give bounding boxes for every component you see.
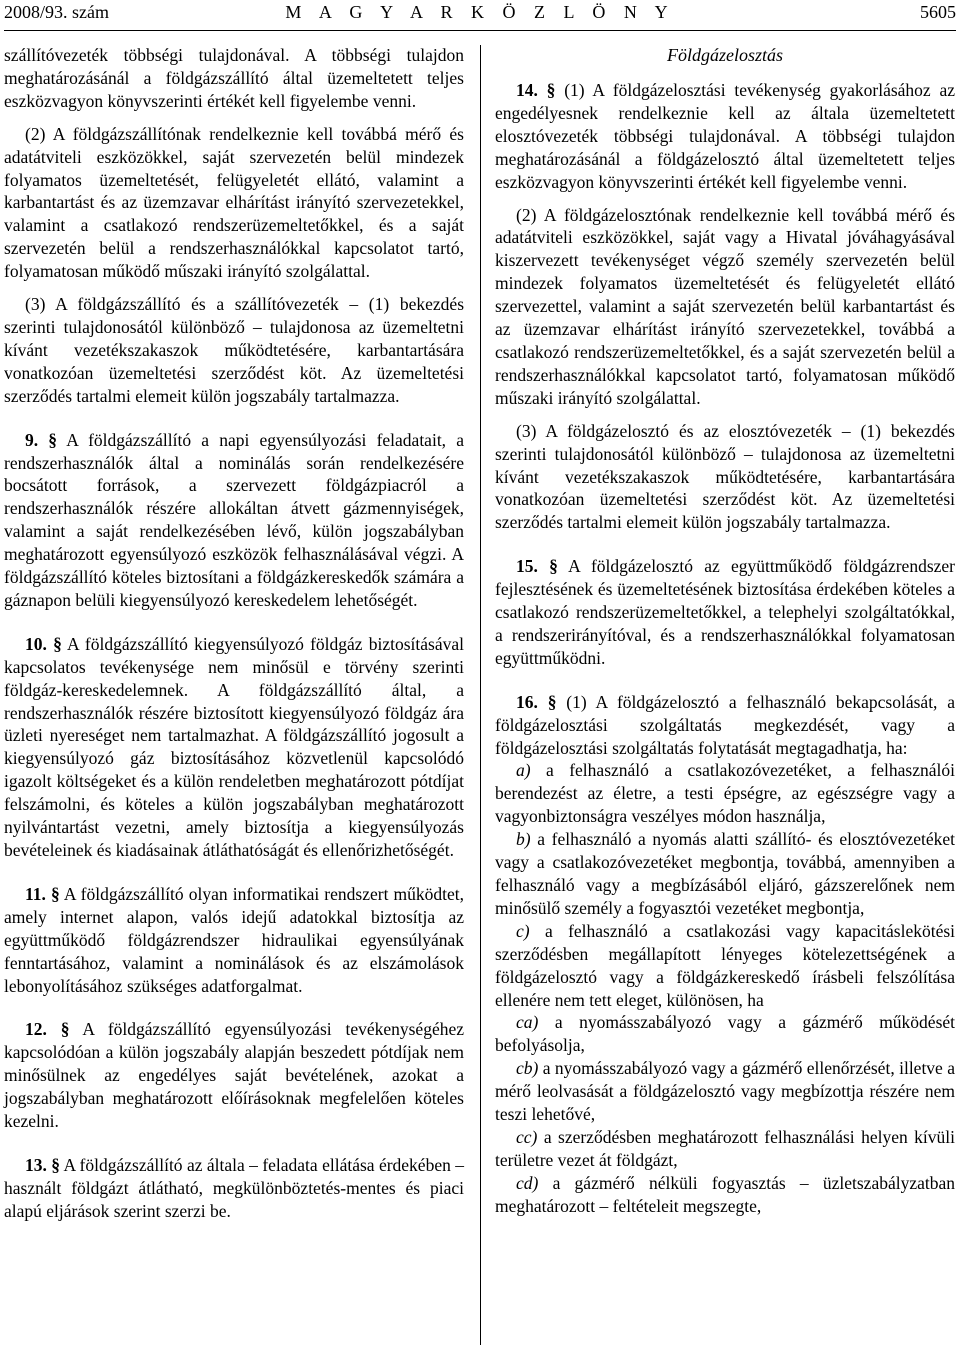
section-text: A földgázelosztó az együttműködő földgázrendszer fejlesztésének és üzemeltetésének biztosítása érdekében köteles a csatlakozó rendszerüzemeltetőkkel, a telephelyi szolgáltatókkal, a rendszerirányítóval, és a rendszerhasználókkal folyamatosan együttműködni. xyxy=(495,556,955,668)
section-14 xyxy=(495,79,955,194)
section-number: 10. xyxy=(25,633,47,654)
section-number: 12. xyxy=(25,1019,47,1040)
section-text: A földgázszállító az általa – feladata ellátása érdekében – használt földgázt átlátható, megkülönböztetés-mentes és piaci alapú eljárások szerint szerzi be. xyxy=(4,1154,464,1221)
section-12 xyxy=(4,1018,464,1133)
item-text: a felhasználó a nyomás alatti szállító- és elosztóvezetéket vagy a csatlakozóvezetéket megbontja, továbbá, amennyiben a felhasználó vagy a megbízásából eljáró, gázszerelőnek nem minősülő személy a fogyasztói vezetéket megbontja, xyxy=(495,829,956,918)
item-label: cc) xyxy=(516,1126,538,1147)
section-number: 11. xyxy=(25,883,46,904)
paragraph-14-3: (3) A földgázelosztó és az elosztóvezeték – (1) bekezdés szerinti tulajdonosától különböző – tulajdonosa az üzemeltetni kívánt vezetékszakaszok működtetésére, karbantartására vonatkozóan üzemeltetési szerződést köt. Az üzemeltetési szerződés tartalmi elemeit külön jogszabály tartalmazza. xyxy=(495,420,955,533)
item-text: a szerződésben meghatározott felhasználási helyen kívüli területre vezet át földgázt, xyxy=(495,1126,955,1170)
item-label: a) xyxy=(516,760,531,781)
section-9 xyxy=(4,429,464,612)
section-number: 15. xyxy=(516,556,538,577)
section-16 xyxy=(495,691,955,760)
section-sign: § xyxy=(547,691,557,712)
issue-number: 2008/93. szám xyxy=(4,2,109,22)
section-sign: § xyxy=(53,633,62,654)
item-label: b) xyxy=(516,829,531,850)
item-text: a nyomásszabályozó vagy a gázmérő működését befolyásolja, xyxy=(495,1012,956,1056)
item-text: a gázmérő nélküli fogyasztás – üzletszabályzatban meghatározott – feltételeit megszegte, xyxy=(495,1172,956,1216)
column-divider xyxy=(480,45,481,1345)
subsection-heading: Földgázelosztás xyxy=(666,45,783,65)
section-text: (1) A földgázelosztási tevékenység gyakorlásához az engedélyesnek rendelkeznie kell az általa üzemeltetett elosztóvezeték többségi tulajdonával. A többségi tulajdon meghatározásánál a földgázelosztó által üzemeltetett teljes eszközvagyon könyvszerinti értékét kell figyelembe venni. xyxy=(495,80,956,192)
list-item-cb xyxy=(495,1057,955,1126)
section-number: 13. xyxy=(25,1154,47,1175)
section-sign: § xyxy=(48,429,58,450)
section-text: A földgázszállító kiegyensúlyozó földgáz biztosításával kapcsolatos tevékenysége nem minősül e törvény szerinti földgáz-kereskedelemnek. A földgázszállító által, a rendszerhasználók részére biztosított kiegyensúlyozó földgáz ára üzleti nyereséget nem tartalmazhat. A földgázszállító jogosult a kiegyensúlyozó gáz biztosításához közvetlenül kapcsolódó igazolt költségeket és a külön rendeletben meghatározott pótdíjat felszámolni, és köteles a külön jogszabályban meghatározott nyilvántartást vezetni, amely biztosítja a kiegyensúlyozás bevételeinek és kiadásainak átláthatóságát és ellenőrizhetőségét. xyxy=(4,633,464,860)
section-sign: § xyxy=(51,883,60,904)
item-text: a felhasználó a csatlakozóvezetéket, a felhasználói berendezést az életre, a testi épségre, az egészségre vagy a vagyonbiztonságra veszélyes módon használja, xyxy=(495,760,955,827)
paragraph-continuation: szállítóvezeték többségi tulajdonával. A többségi tulajdon meghatározásánál a földgázszállító által üzemeltetett teljes eszközvagyon könyvszerinti értékét kell figyelembe venni. xyxy=(4,45,464,111)
section-number: 14. xyxy=(516,80,538,100)
page-number: 5605 xyxy=(920,2,956,22)
item-text: a felhasználó a csatlakozási vagy kapacitáslekötési szerződésben megállapított lényeges kötelezettségének a földgázelosztó vagy a földgázkereskedő írásbeli felszólítása ellenére nem tett eleget, különösen, ha xyxy=(495,920,956,1010)
section-text: (1) A földgázelosztó a felhasználó bekapcsolását, a földgázelosztási szolgáltatás megkezdését, vagy a földgázelosztási szolgáltatás folytatását megtagadhatja, ha: xyxy=(495,691,956,758)
section-sign: § xyxy=(60,1019,70,1040)
list-item-c xyxy=(495,920,955,1012)
item-label: ca) xyxy=(516,1012,539,1033)
right-column xyxy=(495,44,955,1218)
section-sign: § xyxy=(546,80,556,100)
list-item-ca xyxy=(495,1011,955,1057)
item-label: cb) xyxy=(516,1058,539,1079)
left-column xyxy=(4,44,464,1233)
section-15 xyxy=(495,555,955,670)
section-number: 16. xyxy=(516,691,538,712)
section-13 xyxy=(4,1154,464,1223)
section-text: A földgázszállító olyan informatikai rendszert működtet, amely internet alapon, valós idejű adatokkal biztosítja az együttműködő földgázrendszer hidraulikai egyensúlyának fenntartásához, valamint a nominálások és az elszámolások lebonyolításához szükséges adatforgalmat. xyxy=(4,883,464,996)
list-item-cc xyxy=(495,1126,955,1172)
section-text: A földgázszállító a napi egyensúlyozási feladatait, a rendszerhasználók által a nominálás során rendelkezésére bocsátott források, a szervezett földgázpiacról a rendszerhasználók részére allokáltan átvett gázmennyiségek, valamint a saját rendelkezésében lévő, külön jogszabályban meghatározott egyensúlyozó eszközök felhasználásával végzi. A földgázszállító köteles biztosítani a földgázkereskedők számára a gáznapon belüli kiegyensúlyozó kereskedelem lehetőségét. xyxy=(4,429,464,610)
paragraph-14-2: (2) A földgázelosztónak rendelkeznie kell továbbá mérő és adatátviteli eszközökkel, saját vagy a Hivatal jóváhagyásával kiszervezett tevékenységet végző személy szervezetén belül mindezek folyamatos üzemeltetését és felügyeletét ellátó szervezettel, valamint a saját szervezetén belül karbantartást és az üzemzavar elhárítást irányító szervezetekkel, továbbá a csatlakozó rendszerüzemeltetőkkel, és a saját szervezetén belül a rendszerhasználókkal kapcsolatot tartó, folyamatosan működő műszaki irányító szolgálattal. xyxy=(495,204,955,408)
section-10 xyxy=(4,633,464,862)
list-item-cd xyxy=(495,1172,955,1218)
section-sign: § xyxy=(51,1154,61,1175)
section-11 xyxy=(4,883,464,998)
list-item-b xyxy=(495,828,955,920)
section-text: A földgázszállító egyensúlyozási tevékenységéhez kapcsolódóan a külön jogszabály alapján beszedett pótdíjak nem minősülnek az engedélyes saját bevételének, azokat a jogszabályban meghatározott előírásoknak megfelelően köteles kezelni. xyxy=(4,1019,464,1132)
item-label: c) xyxy=(516,920,530,941)
paragraph-8-3: (3) A földgázszállító és a szállítóvezeték – (1) bekezdés szerinti tulajdonosától különböző – tulajdonosa az üzemeltetni kívánt vezetékszakaszok működtetésére, karbantartására vonatkozóan üzemeltetési szerződést köt. Az üzemeltetési szerződés tartalmi elemeit külön jogszabály tartalmazza. xyxy=(4,294,464,406)
page-header xyxy=(4,0,956,31)
publication-title: M A G Y A R K Ö Z L Ö N Y xyxy=(285,2,675,22)
section-sign: § xyxy=(549,556,558,577)
item-label: cd) xyxy=(516,1172,539,1193)
section-number: 9. xyxy=(25,429,39,450)
paragraph-8-2: (2) A földgázszállítónak rendelkeznie kell továbbá mérő és adatátviteli eszközökkel, saját szervezetén belül mindezek folyamatos üzemeltetését, felügyeletét ellátó, valamint a karbantartást és az üzemzavar elhárítást irányító szervezetekkel, valamint a csatlakozó rendszerüzemeltetőkkel, és a saját szervezetén belül a rendszerhasználókkal kapcsolatot tartó, folyamatosan működő műszaki irányító szolgálattal. xyxy=(4,123,464,282)
list-item-a xyxy=(495,759,955,828)
item-text: a nyomásszabályozó vagy a gázmérő ellenőrzését, illetve a mérő leolvasását a földgázelosztó vagy megbízottja részére nem teszi lehetővé, xyxy=(495,1058,955,1125)
